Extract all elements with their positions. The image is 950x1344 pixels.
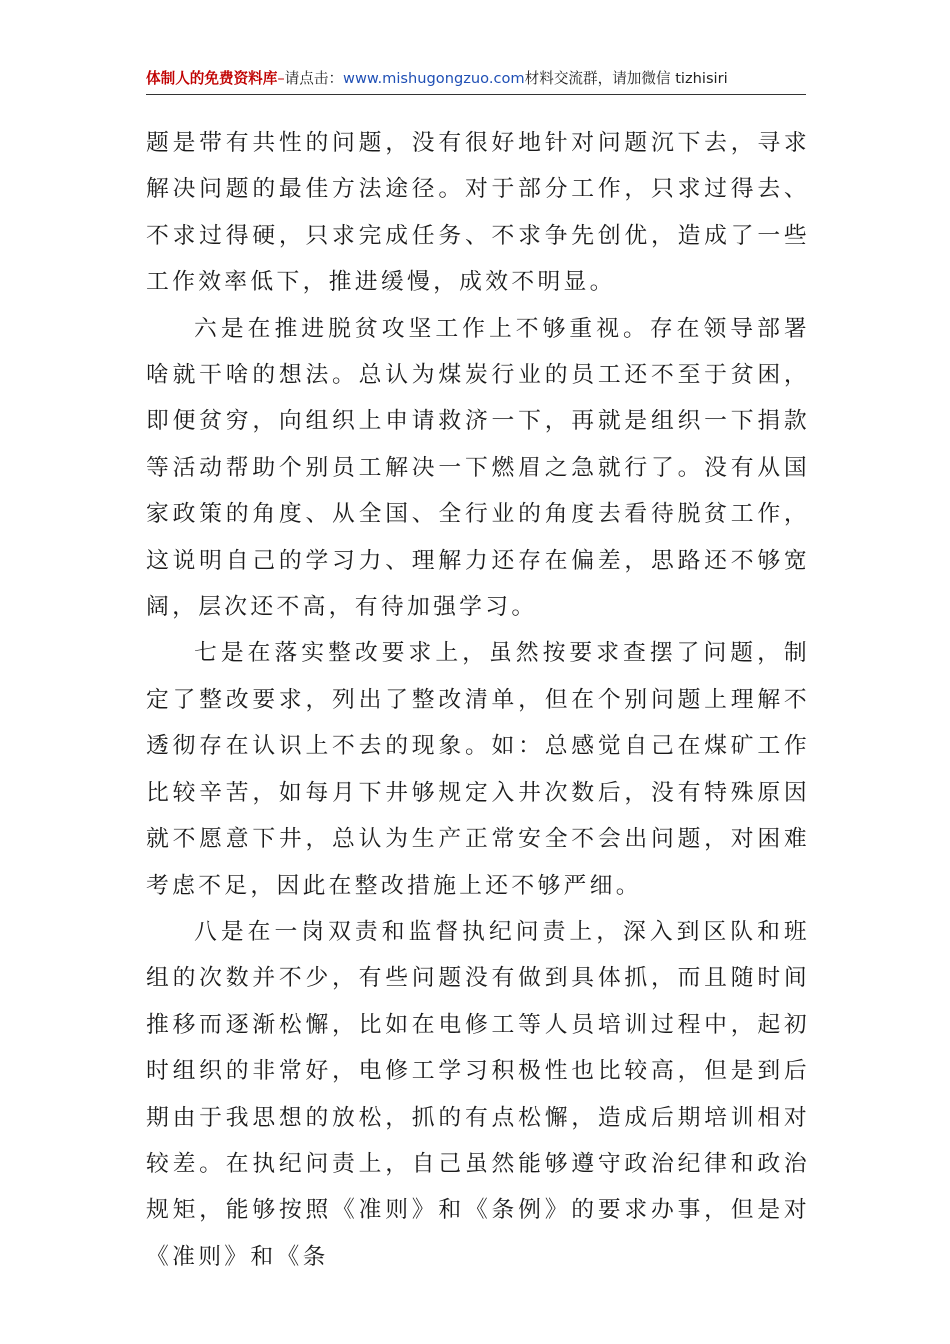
- header-wechat-note: 材料交流群，请加微信 tizhisiri: [524, 70, 728, 87]
- header-dash: –: [277, 70, 285, 87]
- document-body: [146, 120, 810, 1280]
- header-url-link[interactable]: www.mishugongzuo.com: [343, 70, 525, 87]
- header-prompt: 请点击：: [284, 70, 344, 87]
- paragraph-six: 六是在推进脱贫攻坚工作上不够重视。存在领导部署啥就干啥的想法。总认为煤炭行业的员工还不至于贫困，即便贫穷，向组织上申请救济一下，再就是组织一下捐款等活动帮助个别员工解决一下燃眉之急就行了。没有从国家政策的角度、从全国、全行业的角度去看待脱贫工作，这说明自己的学习力、理解力还存在偏差，思路还不够宽阔，层次还不高，有待加强学习。: [146, 315, 810, 621]
- paragraph-eight: 八是在一岗双责和监督执纪问责上，深入到区队和班组的次数并不少，有些问题没有做到具体抓，而且随时间推移而逐渐松懈，比如在电修工等人员培训过程中，起初时组织的非常好，电修工学习积极性也比较高，但是到后期由于我思想的放松，抓的有点松懈，造成后期培训相对较差。在执纪问责上，自己虽然能够遵守政治纪律和政治规矩，能够按照《准则》和《条例》的要求办事，但是对《准则》和《条: [146, 918, 810, 1270]
- paragraph-continuation: 题是带有共性的问题，没有很好地针对问题沉下去，寻求解决问题的最佳方法途径。对于部分工作，只求过得去、不求过得硬，只求完成任务、不求争先创优，造成了一些工作效率低下，推进缓慢，成效不明显。: [146, 130, 810, 296]
- page-header: [146, 66, 806, 95]
- header-brand: 体制人的免费资料库: [146, 70, 278, 87]
- paragraph-seven: 七是在落实整改要求上，虽然按要求查摆了问题，制定了整改要求，列出了整改清单，但在个别问题上理解不透彻存在认识上不去的现象。如：总感觉自己在煤矿工作比较辛苦，如每月下井够规定入井次数后，没有特殊原因就不愿意下井，总认为生产正常安全不会出问题，对困难考虑不足，因此在整改措施上还不够严细。: [146, 640, 810, 899]
